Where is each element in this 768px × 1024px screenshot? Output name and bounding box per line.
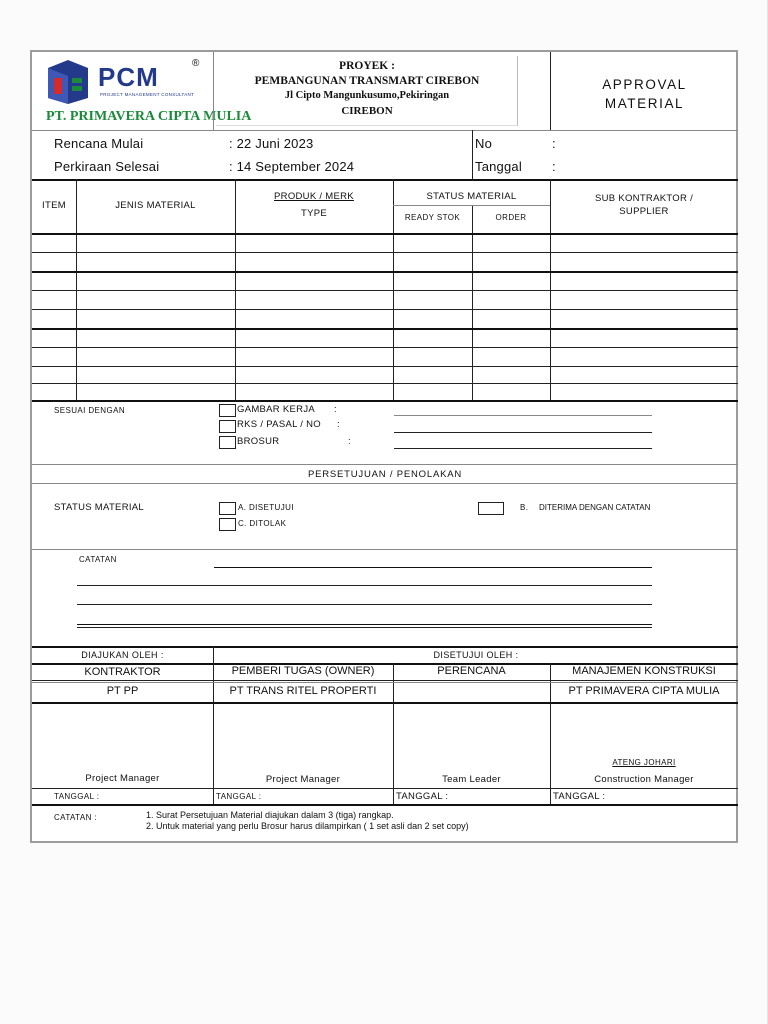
tanggal-owner: TANGGAL :	[216, 792, 262, 801]
disetujui-label: A. DISETUJUI	[238, 503, 294, 512]
project-label: PROYEK :	[339, 60, 395, 72]
tanggal-kontraktor: TANGGAL :	[54, 792, 100, 801]
gambar-kerja-label: GAMBAR KERJA	[237, 404, 316, 415]
no-value: :	[552, 136, 556, 151]
signatory-name-mk: ATENG JOHARI	[612, 758, 676, 767]
logo-company: PT. PRIMAVERA CIPTA MULIA	[46, 109, 252, 124]
catatan-label: CATATAN	[79, 555, 117, 564]
col-sub-header-1: SUB KONTRAKTOR /	[594, 193, 694, 204]
col-ready-header: READY STOK	[404, 213, 461, 222]
catatan-line-2[interactable]	[77, 585, 652, 586]
end-value: : 14 September 2024	[229, 159, 355, 174]
footer-note-1: 1. Surat Persetujuan Material diajukan dalam 3 (tiga) rangkap.	[146, 810, 394, 820]
brosur-label: BROSUR	[237, 436, 280, 447]
role-kontraktor: KONTRAKTOR	[84, 666, 161, 678]
position-perencana: Team Leader	[442, 774, 501, 785]
start-value: : 22 Juni 2023	[229, 136, 314, 151]
position-kontraktor: Project Manager	[85, 773, 160, 784]
catatan-line-1[interactable]	[214, 567, 652, 568]
form-title-line1: APPROVAL	[602, 77, 687, 92]
col-sub-header-2: SUPPLIER	[619, 206, 669, 217]
company-kontraktor: PT PP	[106, 685, 139, 697]
ditolak-label: C. DITOLAK	[238, 519, 287, 528]
diterima-letter: B.	[520, 503, 529, 512]
disetujui-checkbox[interactable]	[219, 502, 236, 515]
footer-catatan-label: CATATAN :	[54, 813, 98, 822]
project-address: Jl Cipto Mangunkusumo,Pekiringan	[284, 90, 450, 101]
disetujui-oleh: DISETUJUI OLEH :	[433, 650, 519, 660]
sesuai-label: SESUAI DENGAN	[54, 406, 125, 415]
col-jenis-header: JENIS MATERIAL	[115, 200, 196, 211]
diterima-catatan-checkbox[interactable]	[478, 502, 504, 515]
persetujuan-title: PERSETUJUAN / PENOLAKAN	[307, 469, 463, 480]
rks-checkbox[interactable]	[219, 420, 236, 433]
gambar-kerja-line[interactable]	[394, 415, 652, 416]
gambar-kerja-checkbox[interactable]	[219, 404, 236, 417]
brosur-colon: :	[348, 436, 351, 447]
material-table	[32, 179, 738, 401]
col-item-header: ITEM	[42, 200, 66, 211]
brosur-line[interactable]	[394, 448, 652, 449]
status-material-label: STATUS MATERIAL	[54, 502, 145, 513]
company-logo	[44, 58, 252, 126]
col-status-header: STATUS MATERIAL	[426, 191, 517, 202]
col-order-header: ORDER	[495, 213, 527, 222]
logo-brand: PCM	[98, 62, 159, 92]
date-value: :	[552, 159, 556, 174]
start-label: Rencana Mulai	[54, 136, 144, 151]
company-mk: PT PRIMAVERA CIPTA MULIA	[568, 685, 720, 697]
diterima-catatan-label: DITERIMA DENGAN CATATAN	[539, 503, 651, 512]
brosur-checkbox[interactable]	[219, 436, 236, 449]
ditolak-checkbox[interactable]	[219, 518, 236, 531]
role-owner: PEMBERI TUGAS (OWNER)	[231, 665, 375, 677]
logo-registered: ®	[192, 58, 200, 69]
rks-label: RKS / PASAL / NO	[237, 419, 321, 430]
tanggal-mk: TANGGAL :	[553, 791, 606, 802]
catatan-line-3[interactable]	[77, 604, 652, 605]
logo-tagline: PROJECT MANAGEMENT CONSULTANT	[100, 92, 195, 97]
project-block	[216, 56, 518, 126]
building-logo-icon	[44, 60, 92, 104]
position-owner: Project Manager	[265, 774, 341, 785]
gambar-kerja-colon: :	[334, 404, 337, 415]
col-type-header: TYPE	[300, 208, 327, 219]
project-city: CIREBON	[341, 105, 393, 117]
rks-line[interactable]	[394, 432, 652, 433]
rks-colon: :	[337, 419, 340, 430]
role-perencana: PERENCANA	[437, 665, 506, 677]
company-owner: PT TRANS RITEL PROPERTI	[229, 685, 377, 697]
project-name: PEMBANGUNAN TRANSMART CIREBON	[254, 75, 480, 87]
tanggal-perencana: TANGGAL :	[396, 791, 449, 802]
role-mk: MANAJEMEN KONSTRUKSI	[572, 665, 716, 677]
form-title-line2: MATERIAL	[604, 96, 685, 111]
footer-note-2: 2. Untuk material yang perlu Brosur harus dilampirkan ( 1 set asli dan 2 set copy)	[146, 821, 469, 831]
approval-material-form	[30, 50, 738, 843]
col-produk-header: PRODUK / MERK	[274, 191, 354, 202]
catatan-line-4[interactable]	[77, 624, 652, 625]
date-label: Tanggal	[475, 159, 522, 174]
position-mk: Construction Manager	[594, 774, 694, 785]
end-label: Perkiraan Selesai	[54, 159, 160, 174]
diajukan-oleh: DIAJUKAN OLEH :	[81, 650, 164, 660]
no-label: No	[475, 136, 493, 151]
